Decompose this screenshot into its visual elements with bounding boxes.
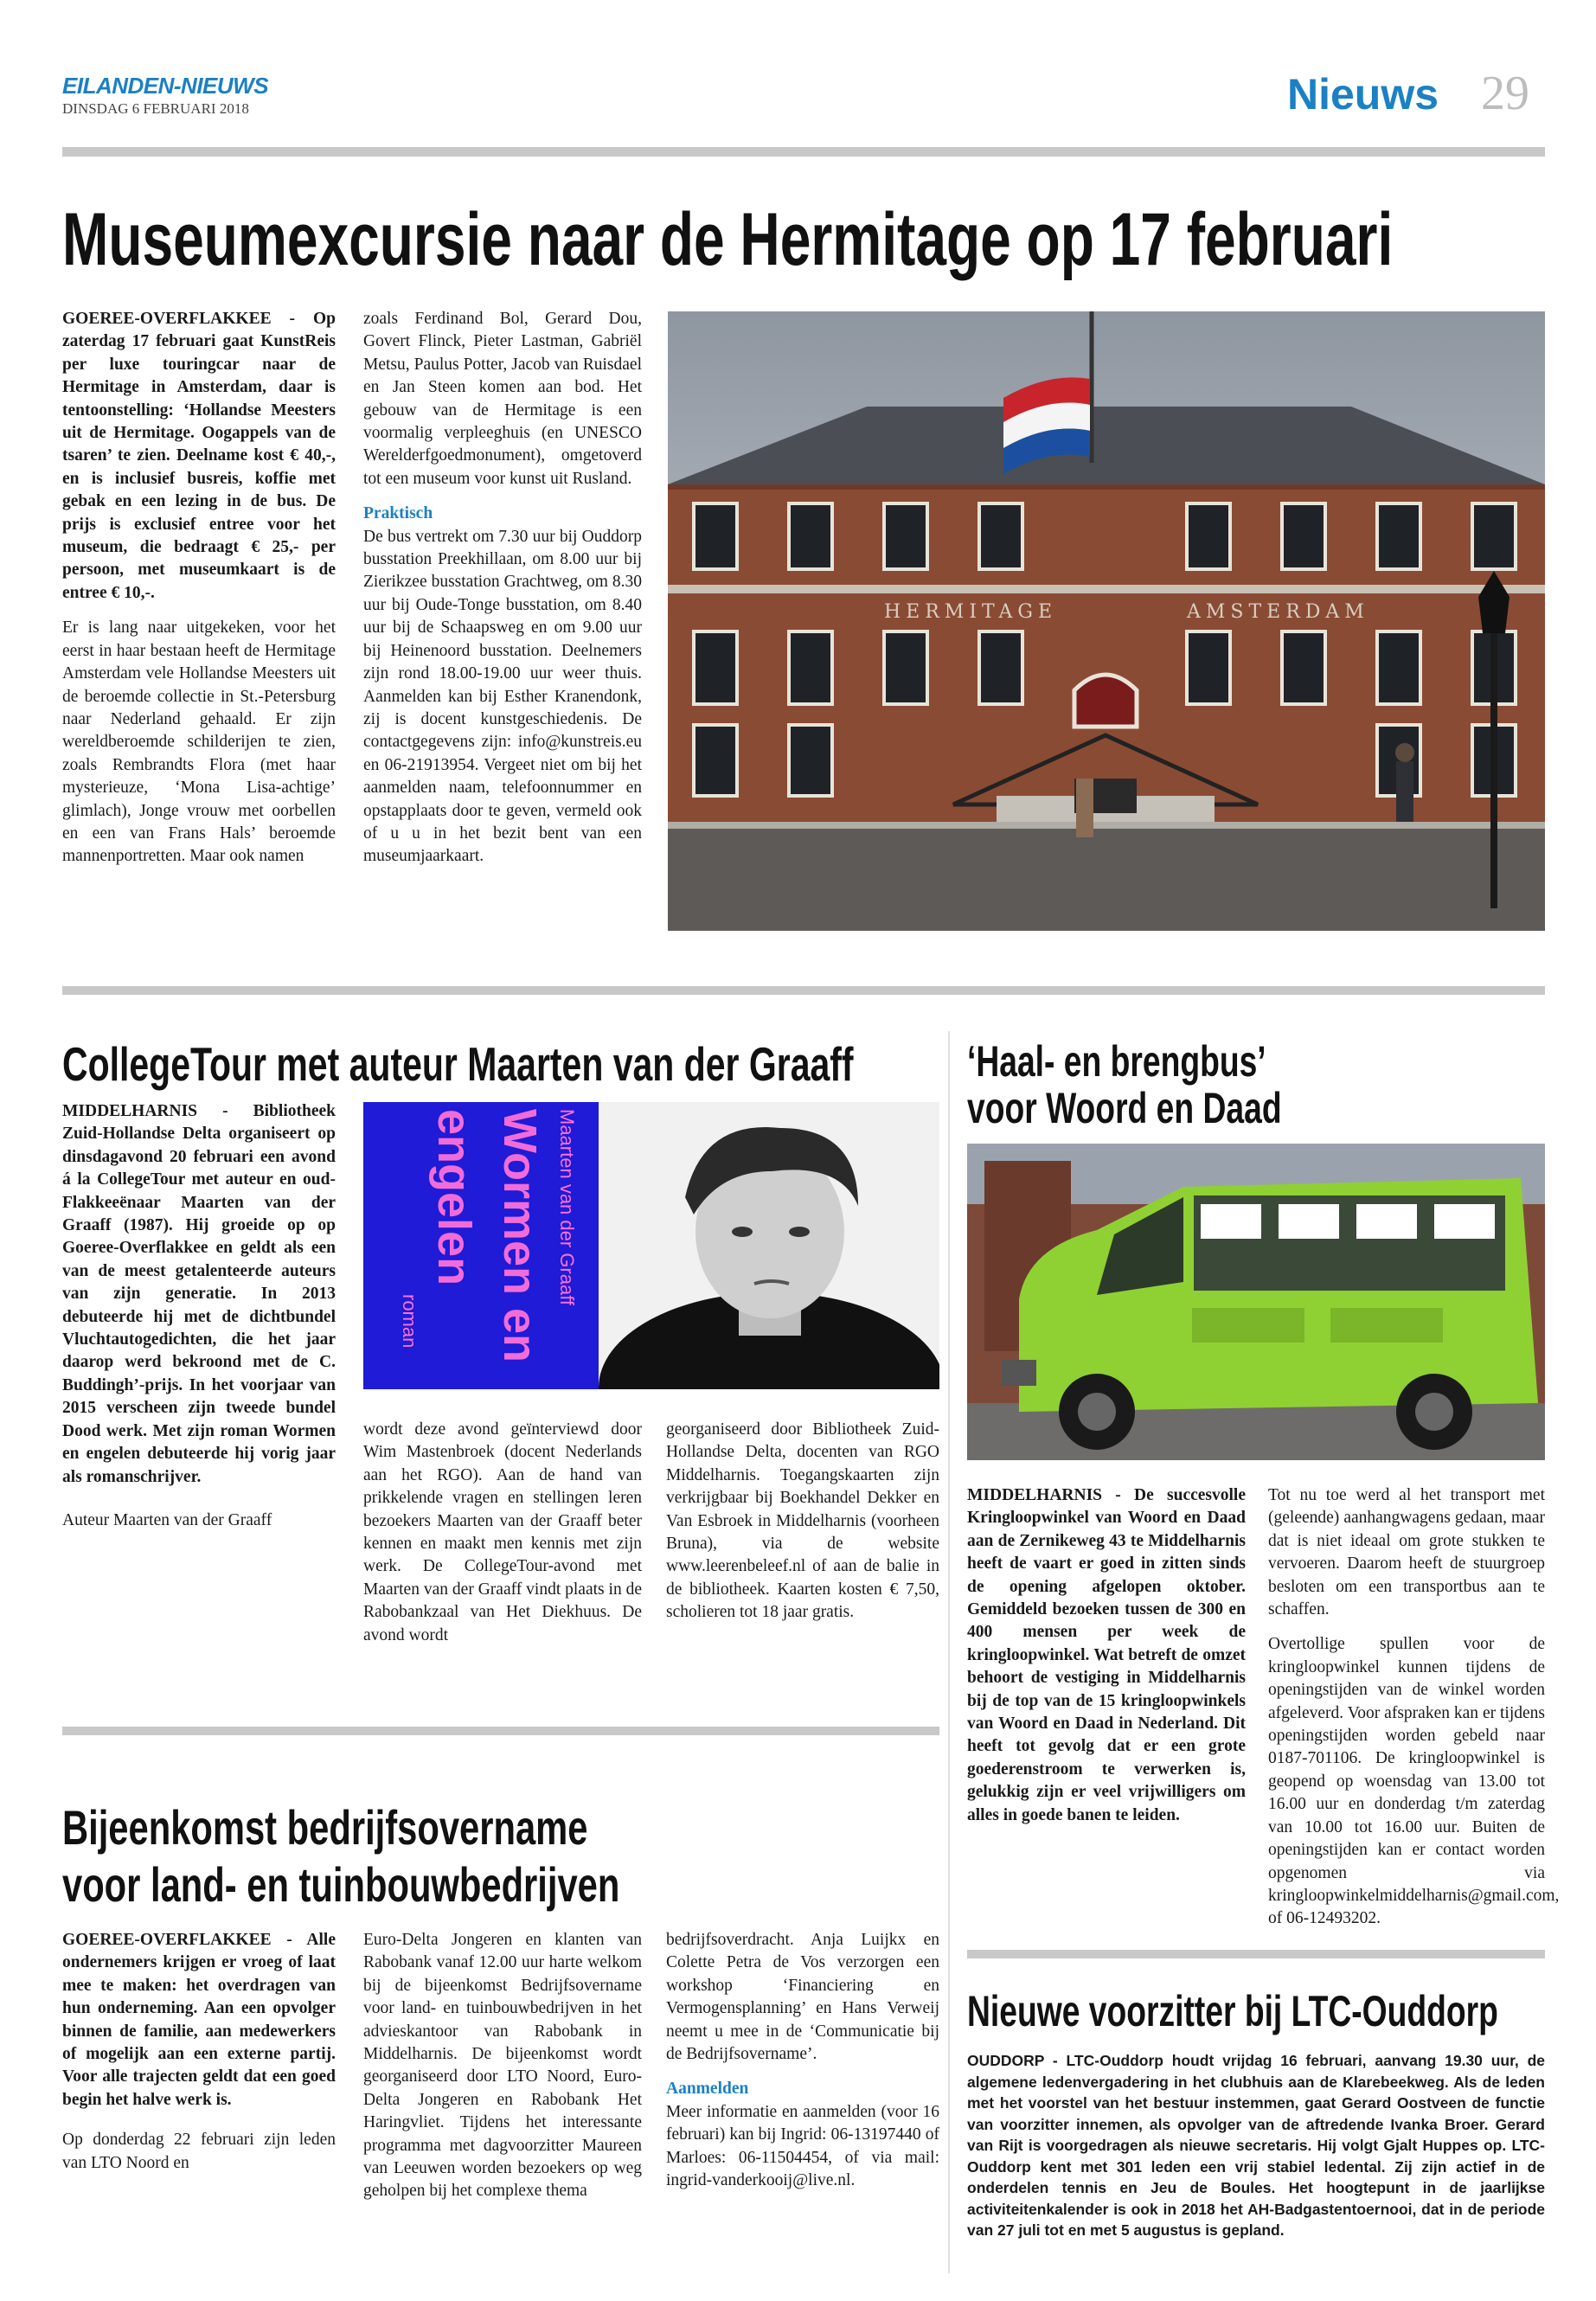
book-author: Maarten van der Graaff (556, 1109, 578, 1306)
article2-headline: CollegeTour met auteur Maarten van der Graaff (62, 1037, 854, 1091)
article1-body3: De bus vertrekt om 7.30 uur bij Ouddorp busstation Preekhillaan, om 8.00 uur bij Zierikzee busstation Grachtweg, om 8.30 uur bij Oude-Tonge busstation, om 8.40 uur bij de Schaapsweg en om 9.00 uur bij Heinenoord busstation. Deelnemers zijn rond 18.00-19.00 uur weer thuis. Aanmelden kan bij Esther Kranendonk, zij is docent kunstgeschiedenis. De contactgegevens zijn: info@kunstreis.eu en 06-21913954. Vergeet niet om bij het aanmelden naam, telefoonnummer en opstapplaats door te geven, vermeld ook of u u in het bezit bent van een museumjaarkaart. (363, 527, 642, 866)
article3-body2: Overtollige spullen voor de kringloopwinkel kunnen tijdens de openingstijden van de winkel worden afgeleverd. Voor afspraken kan er tijdens openingstijden worden gebeld naar 0187-701106. De kringloopwinkel is geopend op woensdag van 13.00 tot 16.00 uur en donderdag t/m zaterdag van 10.00 tot 16.00 uur. Buiten de openingstijden kan er contact worden opgenomen via kringloopwinkelmiddelharnis@gmail.com, of 06-12493202. (1268, 1635, 1560, 1928)
article4-body2: Euro-Delta Jongeren en klanten van Rabobank vanaf 12.00 uur harte welkom bij de bijeenkomst Bedrijfsovername voor land- en tuinbouwbedrijven in het advieskantoor van Rabobank in Middelharnis. De bijeenkomst wordt georganiseerd door LTO Noord, Euro-Delta Jongeren en Rabobank Het Haringvliet. Tijdens het interessante programma met dagvoorzitter Maureen van Leeuwen worden bezoekers op weg geholpen bij het complexe thema (363, 1931, 642, 2201)
article3-headline-line2: voor Woord en Daad (967, 1084, 1282, 1132)
divider-3 (967, 1950, 1545, 1958)
book-cover-image (363, 1102, 939, 1389)
hermitage-photo (668, 311, 1545, 931)
vertical-divider (948, 1031, 950, 2273)
article3-col1 (967, 1484, 1246, 1839)
issue-date: DINSDAG 6 FEBRUARI 2018 (62, 100, 249, 117)
article2-body3: georganiseerd door Bibliotheek Zuid-Hollandse Delta, docenten van RGO Middelharnis. Toegangskaarten zijn verkrijgbaar bij Boekhandel Dekker en Van Esbroek in Middelharnis (voorheen Bruna), via de website www.leerenbeleef.nl of aan de balie in de bibliotheek. Kaarten kosten € 7,50, scholieren tot 18 jaar gratis. (666, 1420, 939, 1622)
article4-col1 (62, 1929, 336, 2187)
page-number: 29 (1481, 67, 1529, 120)
article1-body1: Er is lang naar uitgekeken, voor het eerst in haar bestaan heeft de Hermitage Amsterdam vele Hollandse Meesters uit de beroemde collectie in St.-Petersburg naar Nederland gehaald. Er zijn wereldberoemde schilderijen te zien, zoals Rembrandts Flora (met haar mysterieuze, ‘Mona Lisa-achtige’ glimlach), Jonge vrouw met oorbellen en een van Frans Hals’ beroemde mannenportretten. Maar ook namen (62, 619, 336, 866)
article4-headline-line1: Bijeenkomst bedrijfsovername (62, 1800, 588, 1855)
article5-headline: Nieuwe voorzitter bij LTC-Ouddorp (967, 1987, 1498, 2035)
article4-subhead: Aanmelden (666, 2080, 749, 2099)
divider-1 (62, 986, 1545, 995)
article1-col1 (62, 308, 336, 881)
article2-body2: wordt deze avond geïnterviewd door Wim Mastenbroek (docent Nederlands aan het RGO). Aan de hand van prikkelende vragen en stellingen leren bezoekers Maarten van der Graaff beter kennen en maakt men kennis met zijn werk. De CollegeTour-avond met Maarten van der Graaff vindt plaats in de Rabobankzaal van Het Diekhuus. De avond wordt (363, 1420, 642, 1644)
article4-col2 (363, 1929, 642, 2215)
book-title-line1: Wormen en (494, 1109, 546, 1363)
article3-col2 (1268, 1484, 1560, 1943)
book-title-line2: engelen (428, 1109, 480, 1286)
header-rule (62, 147, 1545, 157)
divider-2 (62, 1727, 939, 1735)
article1-subhead: Praktisch (363, 504, 433, 523)
article2-col1 (62, 1100, 336, 1544)
book-cover (363, 1102, 599, 1389)
article1-body2: zoals Ferdinand Bol, Gerard Dou, Govert Flinck, Pieter Lastman, Gabriël Metsu, Paulus Potter, Jacob van Ruisdael en Jan Steen komen aan bod. Het gebouw van de Hermitage is een voormalig verpleeghuis (en UNESCO Werelderfgoedmonument), omgetoverd tot een museum voor kunst uit Rusland. (363, 310, 642, 488)
article2-caption: Auteur Maarten van der Graaff (62, 1510, 272, 1529)
article1-lead: GOEREE-OVERFLAKKEE - Op zaterdag 17 februari gaat KunstReis per luxe touringcar naar de Hermitage in Amsterdam, daar is tentoonstelling: ‘Hollandse Meesters uit de Hermitage. Oogappels van de tsaren’ te zien. Deelname kost € 40,-, en is inclusief busreis, koffie met gebak en een lezing in de bus. De prijs is exclusief entree voor het museum, die bedraagt € 25,- per persoon, met museumkaart is de entree € 10,-. (62, 310, 336, 602)
article3-body1: Tot nu toe werd al het transport met (geleende) aanhangwagens gedaan, maar dat is niet ideaal om grote stukken te vervoeren. Daarom heeft de stuurgroep besloten om een transportbus aan te schaffen. (1268, 1486, 1545, 1619)
book-genre: roman (399, 1294, 420, 1349)
photo-text-hermitage: HERMITAGE (884, 601, 1058, 623)
author-portrait (599, 1102, 939, 1389)
section-title[interactable]: Nieuws (1287, 70, 1439, 119)
article4-body3: bedrijfsoverdracht. Anja Luijkx en Colette Petra de Vos verzorgen een workshop ‘Financiering en Vermogensplanning’ en Hans Verweij neemt u mee in de ‘Communicatie bij de Bedrijfsovername’. (666, 1931, 939, 2064)
article4-body4: Meer informatie en aanmelden (voor 16 februari) kan bij Ingrid: 06-13197440 of Marloes: 06-11504454, of via mail: ingrid-vanderkooij@live.nl. (666, 2102, 939, 2190)
article2-lead: MIDDELHARNIS - Bibliotheek Zuid-Hollandse Delta organiseert op dinsdagavond 20 februari een avond á la CollegeTour met auteur en oud-Flakkeeënaar Maarten van der Graaff (1987). Hij groeide op op Goeree-Overflakkee en geldt als een van de meest getalenteerde auteurs van zijn generatie. In 2013 debuteerde hij met de dichtbundel Vluchtautogedichten, die het jaar daarop werd bekroond met de C. Buddingh’-prijs. In het voorjaar van 2015 verscheen zijn tweede bundel Dood werk. Met zijn roman Wormen en engelen debuteerde hij vorig jaar als romanschrijver. (62, 1102, 336, 1486)
article1-headline: Museumexcursie naar de Hermitage op 17 februari (62, 198, 1394, 281)
article4-col3 (666, 1929, 939, 2204)
article4-headline-line2: voor land- en tuinbouwbedrijven (62, 1857, 620, 1912)
photo-text-amsterdam: AMSTERDAM (1187, 601, 1369, 623)
article2-col2 (363, 1419, 642, 1659)
article3-lead: MIDDELHARNIS - De succesvolle Kringloopwinkel van Woord en Daad aan de Zernikeweg 43 te Middelharnis heeft de vaart er goed in zitten sinds de opening afgelopen oktober. Gemiddeld bezoeken tussen de 300 en 400 mensen per week de kringloopwinkel. Wat betreft de omzet behoort de vestiging in Middelharnis bij de top van de 15 kringloopwinkels van Woord en Daad in Nederland. Dit heeft tot gevolg dat er een grote goederenstroom te verwerken is, gelukkig zijn er veel vrijwilligers om alles in goede banen te leiden. (967, 1486, 1246, 1824)
article2-col3 (666, 1419, 939, 1637)
article5-body: OUDDORP - LTC-Ouddorp houdt vrijdag 16 februari, aanvang 19.30 uur, de algemene ledenvergadering in het clubhuis aan de Klarebeekweg. Als de leden met het voorstel van het bestuur instemmen, gaat Gerard Oostveen de functie van voorzitter innemen, als opvolger van de aftredende Ivanka Broer. Gerard van Rijt is voorgedragen als nieuwe secretaris. Hij volgt Gjalt Huppes op. LTC-Ouddorp kent met 301 leden een vrij stabiel ledental. Zij zijn actief in de onderdelen tennis en Jeu de Boules. Het hoogtepunt in de jaarlijkse activiteitenkalender is ook in 2018 het AH-Badgastentoernooi, dat in de periode van 27 juli tot en met 5 augustus is gepland. (967, 2052, 1545, 2239)
article3-headline-line1: ‘Haal- en brengbus’ (967, 1037, 1266, 1086)
masthead-logo[interactable]: EILANDEN-NIEUWS (62, 73, 269, 99)
article1-col2 (363, 308, 642, 881)
van-photo (967, 1144, 1545, 1460)
article4-lead: GOEREE-OVERFLAKKEE - Alle ondernemers krijgen er vroeg of laat mee te maken: het overdragen van hun onderneming. Aan een opvolger binnen de familie, aan medewerkers of mogelijk aan een externe partij. Voor alle trajecten geldt dat een goed begin het halve werk is. (62, 1931, 336, 2109)
article4-body1: Op donderdag 22 februari zijn leden van LTO Noord en (62, 2131, 336, 2172)
